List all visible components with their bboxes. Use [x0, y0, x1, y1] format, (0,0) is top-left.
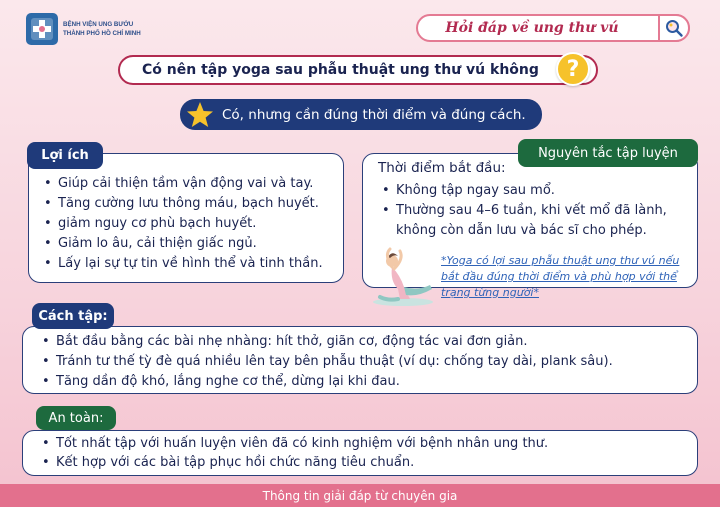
list-item: • Không tập ngay sau mổ.	[382, 181, 694, 201]
list-item: • giảm nguy cơ phù bạch huyết.	[44, 214, 344, 234]
principles-title: Nguyên tắc tập luyện	[518, 139, 698, 167]
list-item: • Kết hợp với các bài tập phục hồi chức năng tiêu chuẩn.	[42, 453, 692, 472]
principles-list	[382, 181, 694, 241]
start-time-label: Thời điểm bắt đầu:	[378, 160, 506, 176]
hospital-logo-icon	[26, 13, 58, 45]
method-list	[42, 332, 692, 392]
answer-banner	[180, 99, 542, 130]
list-item: • Bắt đầu bằng các bài nhẹ nhàng: hít thở, giãn cơ, động tác vai đơn giản.	[42, 332, 692, 352]
benefits-title: Lợi ích	[27, 142, 103, 169]
list-item: • Giúp cải thiện tầm vận động vai và tay.	[44, 174, 344, 194]
question-banner	[118, 55, 598, 85]
list-item: • Tốt nhất tập với huấn luyện viên đã có kinh nghiệm với bệnh nhân ung thư.	[42, 434, 692, 453]
list-item: • Giảm lo âu, cải thiện giấc ngủ.	[44, 234, 344, 254]
star-icon	[186, 101, 214, 129]
hospital-name	[63, 20, 141, 38]
hospital-name-line2: THÀNH PHỐ HỒ CHÍ MINH	[63, 30, 141, 37]
method-title: Cách tập:	[32, 303, 114, 329]
yoga-pose-illustration	[370, 247, 436, 307]
footer-text: Thông tin giải đáp từ chuyên gia	[262, 488, 458, 503]
hospital-logo	[26, 11, 166, 47]
answer-text: Có, nhưng cần đúng thời điểm và đúng cách.	[222, 106, 526, 123]
list-item: • Tránh tư thế tỳ đè quá nhiều lên tay bên phẫu thuật (ví dụ: chống tay dài, plank sâu).	[42, 352, 692, 372]
hospital-name-line1: BỆNH VIỆN UNG BƯỚU	[63, 21, 134, 28]
header-title-pill	[416, 14, 690, 42]
list-item: • Thường sau 4–6 tuần, khi vết mổ đã lành, không còn dẫn lưu và bác sĩ cho phép.	[382, 201, 694, 241]
footer-bar	[0, 484, 720, 507]
safety-title: An toàn:	[36, 406, 116, 430]
question-mark-icon: ?	[556, 52, 590, 86]
search-button[interactable]	[658, 14, 690, 42]
yoga-quote[interactable]: *Yoga có lợi sau phẫu thuật ung thư vú nếu bắt đầu đúng thời điểm và phù hợp với thể trạng từng người*	[441, 254, 680, 299]
search-icon	[664, 18, 684, 38]
list-item: • Lấy lại sự tự tin về hình thể và tinh thần.	[44, 254, 344, 274]
page-title: Hỏi đáp về ung thư vú	[445, 20, 619, 36]
question-text: Có nên tập yoga sau phẫu thuật ung thư vú không	[142, 62, 539, 78]
list-item: • Tăng cường lưu thông máu, bạch huyết.	[44, 194, 344, 214]
safety-list	[42, 434, 692, 472]
list-item: • Tăng dần độ khó, lắng nghe cơ thể, dừng lại khi đau.	[42, 372, 692, 392]
benefits-list	[44, 174, 344, 274]
